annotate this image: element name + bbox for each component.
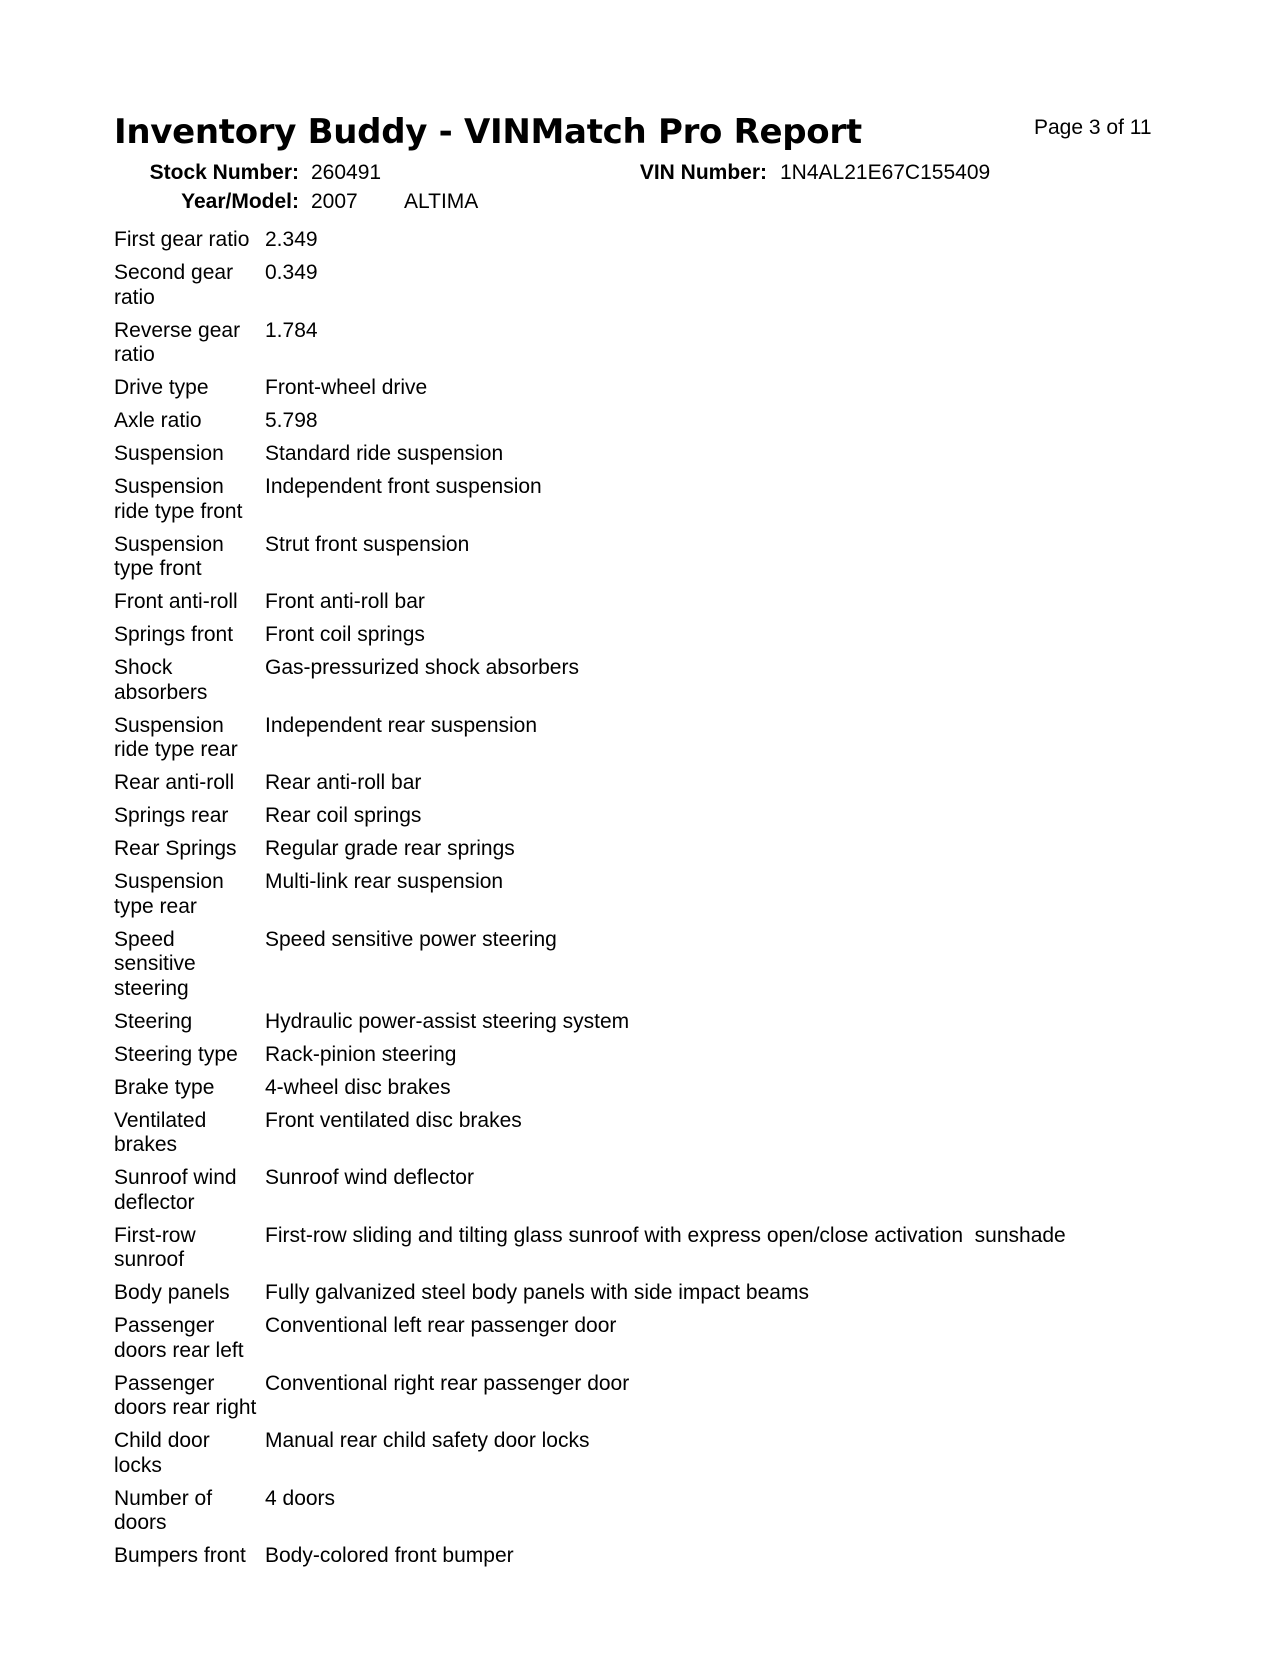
spec-row — [114, 870, 1114, 919]
spec-label: Bumpers front — [114, 1544, 246, 1567]
year-value: 2007 — [311, 190, 358, 213]
spec-label: Steering type — [114, 1042, 238, 1066]
spec-row — [114, 533, 1114, 582]
vin-value: 1N4AL21E67C155409 — [780, 161, 991, 184]
spec-row — [114, 1429, 1114, 1478]
spec-value: Front coil springs — [265, 623, 425, 646]
vin-label: VIN Number: — [639, 161, 767, 184]
spec-value: Standard ride suspension — [265, 442, 504, 465]
spec-label: Brake type — [114, 1075, 215, 1099]
spec-row — [114, 475, 1114, 524]
spec-row — [114, 319, 1114, 368]
spec-row — [114, 228, 1114, 253]
spec-row — [114, 1372, 1114, 1421]
spec-row — [114, 656, 1114, 705]
spec-label: First-row sunroof — [114, 1223, 196, 1271]
spec-value: Conventional right rear passenger door — [265, 1371, 630, 1395]
spec-row — [114, 1076, 1114, 1101]
spec-label: Suspension ride type front — [114, 475, 243, 523]
spec-row — [114, 1487, 1114, 1536]
report-title: Inventory Buddy - VINMatch Pro Report — [114, 112, 862, 152]
spec-label: Suspension — [114, 442, 224, 465]
spec-label: Passenger doors rear left — [114, 1314, 244, 1362]
spec-label: Front anti-roll — [114, 590, 238, 613]
spec-label: Springs rear — [114, 804, 229, 827]
spec-value: Conventional left rear passenger door — [265, 1314, 617, 1337]
spec-label: Springs front — [114, 623, 234, 646]
spec-label: Speed sensitive steering — [114, 927, 196, 1000]
spec-row — [114, 714, 1114, 763]
spec-value: 2.349 — [265, 228, 318, 251]
spec-value: Manual rear child safety door locks — [265, 1429, 590, 1452]
spec-value: Regular grade rear springs — [265, 837, 515, 860]
spec-label: Ventilated brakes — [114, 1108, 207, 1156]
spec-value: 4 doors — [265, 1486, 336, 1510]
spec-row — [114, 1281, 1114, 1306]
spec-label: Sunroof wind deflector — [114, 1166, 237, 1214]
spec-row — [114, 623, 1114, 648]
spec-value: Independent front suspension — [265, 475, 542, 498]
spec-label: Drive type — [114, 376, 209, 399]
spec-value: First-row sliding and tilting glass sunroof with express open/close activation sunshade — [265, 1223, 1066, 1247]
spec-row — [114, 1544, 1114, 1569]
spec-value: Front ventilated disc brakes — [265, 1108, 522, 1132]
spec-label: Child door locks — [114, 1429, 210, 1477]
spec-row — [114, 1010, 1114, 1035]
spec-value: Strut front suspension — [265, 532, 470, 556]
year-model-label: Year/Model: — [181, 190, 299, 213]
spec-value: Hydraulic power-assist steering system — [265, 1009, 630, 1033]
spec-label: Passenger doors rear right — [114, 1371, 257, 1419]
spec-value: Front anti-roll bar — [265, 590, 425, 613]
spec-row — [114, 590, 1114, 615]
spec-row — [114, 376, 1114, 401]
model-value: ALTIMA — [404, 190, 479, 213]
spec-label: Suspension ride type rear — [114, 713, 238, 761]
page-indicator: Page 3 of 11 — [1034, 116, 1152, 139]
spec-row — [114, 1314, 1114, 1363]
spec-value: Fully galvanized steel body panels with side impact beams — [265, 1281, 809, 1304]
spec-row — [114, 928, 1114, 1002]
spec-value: 1.784 — [265, 318, 318, 342]
spec-value: Multi-link rear suspension — [265, 870, 504, 893]
stock-number-value: 260491 — [311, 161, 382, 184]
spec-row — [114, 261, 1114, 310]
spec-label: Shock absorbers — [114, 656, 208, 704]
spec-value: 4-wheel disc brakes — [265, 1075, 451, 1099]
spec-value: Rack-pinion steering — [265, 1042, 457, 1066]
spec-value: Sunroof wind deflector — [265, 1166, 474, 1189]
spec-value: 5.798 — [265, 409, 318, 432]
spec-value: Gas-pressurized shock absorbers — [265, 656, 579, 679]
spec-label: Rear Springs — [114, 837, 237, 860]
spec-row — [114, 1166, 1114, 1215]
spec-row — [114, 409, 1114, 434]
spec-value: Front-wheel drive — [265, 376, 428, 399]
spec-value: 0.349 — [265, 261, 318, 284]
spec-row — [114, 771, 1114, 796]
spec-row — [114, 1109, 1114, 1158]
spec-label: Steering — [114, 1009, 193, 1033]
spec-row — [114, 1224, 1114, 1273]
spec-label: Body panels — [114, 1281, 230, 1304]
spec-row — [114, 804, 1114, 829]
spec-value: Independent rear suspension — [265, 713, 538, 737]
spec-label: Second gear ratio — [114, 261, 234, 309]
spec-label: Suspension type rear — [114, 870, 224, 918]
spec-label: Axle ratio — [114, 409, 202, 432]
spec-label: Number of doors — [114, 1486, 213, 1534]
spec-value: Speed sensitive power steering — [265, 927, 557, 951]
spec-label: First gear ratio — [114, 228, 250, 251]
stock-number-label: Stock Number: — [149, 161, 299, 184]
spec-label: Rear anti-roll — [114, 771, 235, 794]
spec-row — [114, 837, 1114, 862]
spec-row — [114, 1043, 1114, 1068]
spec-row — [114, 442, 1114, 467]
spec-label: Reverse gear ratio — [114, 318, 241, 366]
spec-value: Body-colored front bumper — [265, 1544, 514, 1567]
spec-table — [114, 228, 1114, 1577]
spec-value: Rear coil springs — [265, 804, 422, 827]
spec-label: Suspension type front — [114, 532, 224, 580]
spec-value: Rear anti-roll bar — [265, 771, 422, 794]
